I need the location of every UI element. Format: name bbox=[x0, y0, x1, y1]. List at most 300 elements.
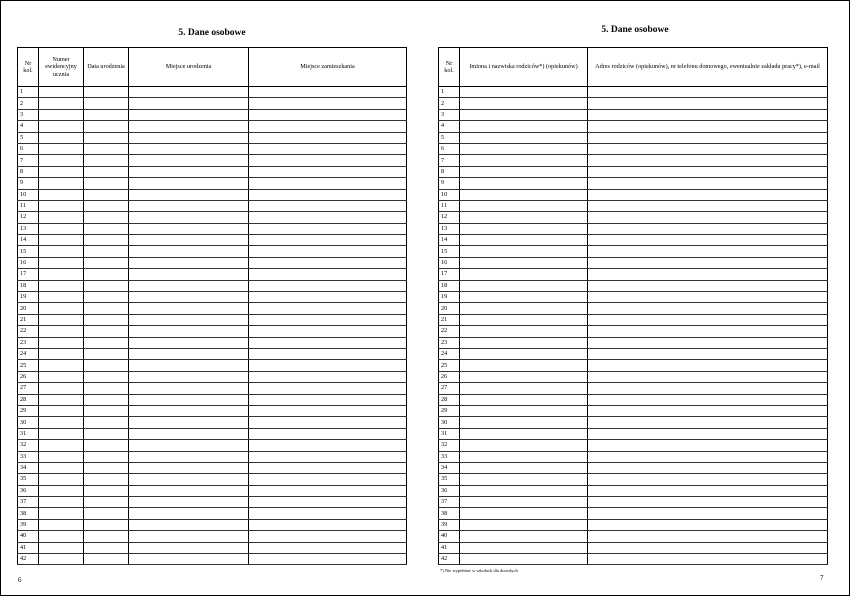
entry-cell[interactable] bbox=[588, 223, 828, 234]
entry-cell[interactable] bbox=[39, 269, 84, 280]
row-number: 23 bbox=[439, 337, 460, 348]
row-number: 36 bbox=[439, 485, 460, 496]
table-row bbox=[18, 405, 407, 416]
entry-cell[interactable] bbox=[129, 417, 249, 428]
entry-cell[interactable] bbox=[588, 348, 828, 359]
row-number: 3 bbox=[18, 109, 39, 120]
entry-cell[interactable] bbox=[588, 428, 828, 439]
entry-cell[interactable] bbox=[249, 178, 407, 189]
entry-cell[interactable] bbox=[84, 292, 129, 303]
entry-cell[interactable] bbox=[588, 542, 828, 553]
entry-cell[interactable] bbox=[84, 257, 129, 268]
entry-cell[interactable] bbox=[84, 371, 129, 382]
entry-cell[interactable] bbox=[39, 440, 84, 451]
entry-cell[interactable] bbox=[84, 212, 129, 223]
row-number: 20 bbox=[18, 303, 39, 314]
entry-cell[interactable] bbox=[588, 485, 828, 496]
entry-cell[interactable] bbox=[460, 428, 588, 439]
entry-cell[interactable] bbox=[39, 143, 84, 154]
row-number: 5 bbox=[439, 132, 460, 143]
entry-cell[interactable] bbox=[84, 178, 129, 189]
entry-cell[interactable] bbox=[249, 189, 407, 200]
entry-cell[interactable] bbox=[588, 497, 828, 508]
entry-cell[interactable] bbox=[249, 371, 407, 382]
table-row bbox=[18, 314, 407, 325]
entry-cell[interactable] bbox=[249, 235, 407, 246]
entry-cell[interactable] bbox=[249, 428, 407, 439]
entry-cell[interactable] bbox=[249, 485, 407, 496]
entry-cell[interactable] bbox=[588, 155, 828, 166]
entry-cell[interactable] bbox=[39, 485, 84, 496]
row-number: 42 bbox=[439, 554, 460, 565]
entry-cell[interactable] bbox=[84, 326, 129, 337]
entry-cell[interactable] bbox=[39, 166, 84, 177]
entry-cell[interactable] bbox=[249, 292, 407, 303]
entry-cell[interactable] bbox=[460, 132, 588, 143]
entry-cell[interactable] bbox=[588, 132, 828, 143]
entry-cell[interactable] bbox=[588, 405, 828, 416]
table-row bbox=[18, 132, 407, 143]
entry-cell[interactable] bbox=[588, 178, 828, 189]
table-row bbox=[18, 417, 407, 428]
entry-cell[interactable] bbox=[249, 417, 407, 428]
row-number: 28 bbox=[18, 394, 39, 405]
entry-cell[interactable] bbox=[129, 394, 249, 405]
entry-cell[interactable] bbox=[129, 383, 249, 394]
entry-cell[interactable] bbox=[129, 155, 249, 166]
entry-cell[interactable] bbox=[249, 462, 407, 473]
entry-cell[interactable] bbox=[84, 360, 129, 371]
entry-cell[interactable] bbox=[39, 394, 84, 405]
entry-cell[interactable] bbox=[129, 497, 249, 508]
entry-cell[interactable] bbox=[588, 462, 828, 473]
entry-cell[interactable] bbox=[129, 542, 249, 553]
entry-cell[interactable] bbox=[129, 360, 249, 371]
entry-cell[interactable] bbox=[129, 178, 249, 189]
entry-cell[interactable] bbox=[460, 98, 588, 109]
entry-cell[interactable] bbox=[460, 109, 588, 120]
entry-cell[interactable] bbox=[460, 166, 588, 177]
table-row bbox=[18, 143, 407, 154]
entry-cell[interactable] bbox=[84, 246, 129, 257]
entry-cell[interactable] bbox=[588, 200, 828, 211]
entry-cell[interactable] bbox=[84, 405, 129, 416]
entry-cell[interactable] bbox=[460, 257, 588, 268]
entry-cell[interactable] bbox=[588, 212, 828, 223]
entry-cell[interactable] bbox=[129, 440, 249, 451]
entry-cell[interactable] bbox=[39, 519, 84, 530]
header-imiona-nazwiska-rodzicow: Imiona i nazwiska rodziców*) (opiekunów) bbox=[460, 48, 588, 87]
entry-cell[interactable] bbox=[84, 269, 129, 280]
entry-cell[interactable] bbox=[249, 508, 407, 519]
table-row bbox=[439, 348, 828, 359]
entry-cell[interactable] bbox=[460, 542, 588, 553]
entry-cell[interactable] bbox=[249, 257, 407, 268]
table-row bbox=[439, 371, 828, 382]
entry-cell[interactable] bbox=[84, 235, 129, 246]
entry-cell[interactable] bbox=[39, 212, 84, 223]
entry-cell[interactable] bbox=[84, 223, 129, 234]
row-number: 20 bbox=[439, 303, 460, 314]
entry-cell[interactable] bbox=[129, 474, 249, 485]
entry-cell[interactable] bbox=[460, 554, 588, 565]
entry-cell[interactable] bbox=[249, 132, 407, 143]
entry-cell[interactable] bbox=[129, 121, 249, 132]
entry-cell[interactable] bbox=[129, 531, 249, 542]
entry-cell[interactable] bbox=[84, 474, 129, 485]
entry-cell[interactable] bbox=[249, 246, 407, 257]
entry-cell[interactable] bbox=[249, 519, 407, 530]
entry-cell[interactable] bbox=[39, 337, 84, 348]
entry-cell[interactable] bbox=[588, 417, 828, 428]
entry-cell[interactable] bbox=[588, 235, 828, 246]
entry-cell[interactable] bbox=[460, 143, 588, 154]
entry-cell[interactable] bbox=[249, 440, 407, 451]
entry-cell[interactable] bbox=[84, 440, 129, 451]
entry-cell[interactable] bbox=[84, 417, 129, 428]
entry-cell[interactable] bbox=[84, 109, 129, 120]
entry-cell[interactable] bbox=[460, 189, 588, 200]
entry-cell[interactable] bbox=[129, 292, 249, 303]
entry-cell[interactable] bbox=[460, 497, 588, 508]
entry-cell[interactable] bbox=[39, 428, 84, 439]
entry-cell[interactable] bbox=[39, 280, 84, 291]
entry-cell[interactable] bbox=[249, 360, 407, 371]
entry-cell[interactable] bbox=[129, 519, 249, 530]
entry-cell[interactable] bbox=[460, 519, 588, 530]
entry-cell[interactable] bbox=[39, 246, 84, 257]
entry-cell[interactable] bbox=[588, 189, 828, 200]
entry-cell[interactable] bbox=[460, 121, 588, 132]
entry-cell[interactable] bbox=[129, 280, 249, 291]
row-number: 34 bbox=[18, 462, 39, 473]
entry-cell[interactable] bbox=[249, 337, 407, 348]
table-row bbox=[439, 200, 828, 211]
entry-cell[interactable] bbox=[39, 292, 84, 303]
entry-cell[interactable] bbox=[129, 554, 249, 565]
row-number: 25 bbox=[439, 360, 460, 371]
entry-cell[interactable] bbox=[249, 121, 407, 132]
entry-cell[interactable] bbox=[129, 405, 249, 416]
entry-cell[interactable] bbox=[588, 257, 828, 268]
table-row bbox=[18, 257, 407, 268]
table-row bbox=[18, 292, 407, 303]
row-number: 9 bbox=[18, 178, 39, 189]
row-number: 16 bbox=[439, 257, 460, 268]
table-row bbox=[439, 109, 828, 120]
entry-cell[interactable] bbox=[460, 508, 588, 519]
entry-cell[interactable] bbox=[129, 200, 249, 211]
entry-cell[interactable] bbox=[39, 417, 84, 428]
entry-cell[interactable] bbox=[84, 132, 129, 143]
entry-cell[interactable] bbox=[588, 451, 828, 462]
entry-cell[interactable] bbox=[39, 531, 84, 542]
entry-cell[interactable] bbox=[460, 155, 588, 166]
entry-cell[interactable] bbox=[129, 189, 249, 200]
entry-cell[interactable] bbox=[588, 269, 828, 280]
entry-cell[interactable] bbox=[84, 155, 129, 166]
entry-cell[interactable] bbox=[129, 246, 249, 257]
entry-cell[interactable] bbox=[84, 200, 129, 211]
entry-cell[interactable] bbox=[84, 87, 129, 98]
entry-cell[interactable] bbox=[249, 280, 407, 291]
entry-cell[interactable] bbox=[84, 280, 129, 291]
entry-cell[interactable] bbox=[249, 531, 407, 542]
entry-cell[interactable] bbox=[39, 360, 84, 371]
entry-cell[interactable] bbox=[588, 519, 828, 530]
entry-cell[interactable] bbox=[249, 269, 407, 280]
entry-cell[interactable] bbox=[460, 246, 588, 257]
entry-cell[interactable] bbox=[249, 383, 407, 394]
entry-cell[interactable] bbox=[84, 348, 129, 359]
entry-cell[interactable] bbox=[460, 326, 588, 337]
entry-cell[interactable] bbox=[588, 371, 828, 382]
entry-cell[interactable] bbox=[129, 462, 249, 473]
entry-cell[interactable] bbox=[39, 200, 84, 211]
entry-cell[interactable] bbox=[39, 542, 84, 553]
entry-cell[interactable] bbox=[39, 98, 84, 109]
entry-cell[interactable] bbox=[460, 212, 588, 223]
entry-cell[interactable] bbox=[460, 292, 588, 303]
entry-cell[interactable] bbox=[588, 246, 828, 257]
entry-cell[interactable] bbox=[84, 497, 129, 508]
entry-cell[interactable] bbox=[39, 87, 84, 98]
table-row bbox=[439, 394, 828, 405]
entry-cell[interactable] bbox=[588, 280, 828, 291]
entry-cell[interactable] bbox=[249, 405, 407, 416]
entry-cell[interactable] bbox=[249, 212, 407, 223]
entry-cell[interactable] bbox=[588, 554, 828, 565]
entry-cell[interactable] bbox=[249, 223, 407, 234]
entry-cell[interactable] bbox=[249, 497, 407, 508]
entry-cell[interactable] bbox=[249, 166, 407, 177]
entry-cell[interactable] bbox=[39, 121, 84, 132]
entry-cell[interactable] bbox=[460, 417, 588, 428]
row-number: 25 bbox=[18, 360, 39, 371]
entry-cell[interactable] bbox=[84, 303, 129, 314]
entry-cell[interactable] bbox=[460, 371, 588, 382]
entry-cell[interactable] bbox=[39, 303, 84, 314]
row-number: 31 bbox=[439, 428, 460, 439]
entry-cell[interactable] bbox=[84, 542, 129, 553]
entry-cell[interactable] bbox=[129, 269, 249, 280]
entry-cell[interactable] bbox=[84, 394, 129, 405]
entry-cell[interactable] bbox=[39, 109, 84, 120]
entry-cell[interactable] bbox=[588, 440, 828, 451]
entry-cell[interactable] bbox=[129, 132, 249, 143]
entry-cell[interactable] bbox=[129, 223, 249, 234]
entry-cell[interactable] bbox=[588, 314, 828, 325]
entry-cell[interactable] bbox=[588, 166, 828, 177]
entry-cell[interactable] bbox=[460, 223, 588, 234]
entry-cell[interactable] bbox=[588, 383, 828, 394]
entry-cell[interactable] bbox=[588, 292, 828, 303]
row-number: 40 bbox=[439, 531, 460, 542]
entry-cell[interactable] bbox=[129, 166, 249, 177]
entry-cell[interactable] bbox=[249, 542, 407, 553]
entry-cell[interactable] bbox=[460, 383, 588, 394]
entry-cell[interactable] bbox=[39, 497, 84, 508]
table-row bbox=[439, 337, 828, 348]
entry-cell[interactable] bbox=[588, 143, 828, 154]
entry-cell[interactable] bbox=[588, 121, 828, 132]
entry-cell[interactable] bbox=[460, 314, 588, 325]
entry-cell[interactable] bbox=[588, 98, 828, 109]
entry-cell[interactable] bbox=[249, 451, 407, 462]
table-row bbox=[18, 235, 407, 246]
entry-cell[interactable] bbox=[249, 326, 407, 337]
entry-cell[interactable] bbox=[39, 508, 84, 519]
entry-cell[interactable] bbox=[129, 371, 249, 382]
table-row bbox=[18, 326, 407, 337]
entry-cell[interactable] bbox=[249, 348, 407, 359]
entry-cell[interactable] bbox=[249, 98, 407, 109]
row-number: 17 bbox=[18, 269, 39, 280]
entry-cell[interactable] bbox=[84, 98, 129, 109]
entry-cell[interactable] bbox=[249, 200, 407, 211]
entry-cell[interactable] bbox=[84, 531, 129, 542]
entry-cell[interactable] bbox=[588, 394, 828, 405]
entry-cell[interactable] bbox=[249, 474, 407, 485]
entry-cell[interactable] bbox=[39, 326, 84, 337]
entry-cell[interactable] bbox=[460, 360, 588, 371]
entry-cell[interactable] bbox=[39, 189, 84, 200]
entry-cell[interactable] bbox=[39, 314, 84, 325]
row-number: 10 bbox=[18, 189, 39, 200]
entry-cell[interactable] bbox=[84, 428, 129, 439]
entry-cell[interactable] bbox=[460, 337, 588, 348]
entry-cell[interactable] bbox=[460, 87, 588, 98]
table-row bbox=[18, 348, 407, 359]
entry-cell[interactable] bbox=[39, 383, 84, 394]
entry-cell[interactable] bbox=[460, 531, 588, 542]
entry-cell[interactable] bbox=[460, 303, 588, 314]
entry-cell[interactable] bbox=[129, 314, 249, 325]
table-row bbox=[439, 189, 828, 200]
table-row bbox=[18, 428, 407, 439]
entry-cell[interactable] bbox=[249, 143, 407, 154]
entry-cell[interactable] bbox=[249, 155, 407, 166]
entry-cell[interactable] bbox=[129, 348, 249, 359]
table-row bbox=[18, 98, 407, 109]
entry-cell[interactable] bbox=[460, 348, 588, 359]
entry-cell[interactable] bbox=[129, 508, 249, 519]
entry-cell[interactable] bbox=[588, 531, 828, 542]
entry-cell[interactable] bbox=[129, 485, 249, 496]
entry-cell[interactable] bbox=[460, 462, 588, 473]
entry-cell[interactable] bbox=[84, 314, 129, 325]
table-row bbox=[439, 519, 828, 530]
entry-cell[interactable] bbox=[129, 428, 249, 439]
entry-cell[interactable] bbox=[460, 235, 588, 246]
entry-cell[interactable] bbox=[39, 451, 84, 462]
entry-cell[interactable] bbox=[84, 383, 129, 394]
entry-cell[interactable] bbox=[39, 405, 84, 416]
entry-cell[interactable] bbox=[460, 474, 588, 485]
entry-cell[interactable] bbox=[249, 87, 407, 98]
entry-cell[interactable] bbox=[39, 132, 84, 143]
left-table-body bbox=[18, 87, 407, 565]
row-number: 2 bbox=[439, 98, 460, 109]
entry-cell[interactable] bbox=[588, 360, 828, 371]
left-personal-data-table bbox=[17, 47, 407, 565]
entry-cell[interactable] bbox=[84, 554, 129, 565]
table-row bbox=[18, 166, 407, 177]
entry-cell[interactable] bbox=[588, 474, 828, 485]
entry-cell[interactable] bbox=[249, 394, 407, 405]
entry-cell[interactable] bbox=[84, 189, 129, 200]
table-row bbox=[18, 451, 407, 462]
entry-cell[interactable] bbox=[39, 257, 84, 268]
entry-cell[interactable] bbox=[39, 235, 84, 246]
entry-cell[interactable] bbox=[84, 143, 129, 154]
entry-cell[interactable] bbox=[129, 326, 249, 337]
entry-cell[interactable] bbox=[460, 178, 588, 189]
entry-cell[interactable] bbox=[460, 451, 588, 462]
entry-cell[interactable] bbox=[129, 235, 249, 246]
entry-cell[interactable] bbox=[129, 87, 249, 98]
entry-cell[interactable] bbox=[129, 109, 249, 120]
entry-cell[interactable] bbox=[129, 257, 249, 268]
entry-cell[interactable] bbox=[84, 166, 129, 177]
entry-cell[interactable] bbox=[39, 462, 84, 473]
entry-cell[interactable] bbox=[129, 212, 249, 223]
table-row bbox=[439, 121, 828, 132]
entry-cell[interactable] bbox=[84, 337, 129, 348]
entry-cell[interactable] bbox=[84, 519, 129, 530]
entry-cell[interactable] bbox=[129, 451, 249, 462]
row-number: 26 bbox=[18, 371, 39, 382]
entry-cell[interactable] bbox=[39, 155, 84, 166]
entry-cell[interactable] bbox=[129, 337, 249, 348]
entry-cell[interactable] bbox=[39, 348, 84, 359]
entry-cell[interactable] bbox=[39, 223, 84, 234]
entry-cell[interactable] bbox=[84, 121, 129, 132]
entry-cell[interactable] bbox=[39, 371, 84, 382]
entry-cell[interactable] bbox=[129, 303, 249, 314]
entry-cell[interactable] bbox=[249, 314, 407, 325]
entry-cell[interactable] bbox=[460, 440, 588, 451]
entry-cell[interactable] bbox=[588, 87, 828, 98]
entry-cell[interactable] bbox=[588, 326, 828, 337]
entry-cell[interactable] bbox=[588, 337, 828, 348]
entry-cell[interactable] bbox=[84, 451, 129, 462]
entry-cell[interactable] bbox=[588, 109, 828, 120]
entry-cell[interactable] bbox=[249, 303, 407, 314]
entry-cell[interactable] bbox=[39, 554, 84, 565]
row-number: 7 bbox=[439, 155, 460, 166]
entry-cell[interactable] bbox=[129, 98, 249, 109]
entry-cell[interactable] bbox=[460, 405, 588, 416]
table-row bbox=[18, 394, 407, 405]
entry-cell[interactable] bbox=[460, 200, 588, 211]
entry-cell[interactable] bbox=[84, 485, 129, 496]
entry-cell[interactable] bbox=[460, 485, 588, 496]
entry-cell[interactable] bbox=[588, 303, 828, 314]
table-row bbox=[18, 87, 407, 98]
entry-cell[interactable] bbox=[460, 394, 588, 405]
entry-cell[interactable] bbox=[249, 554, 407, 565]
entry-cell[interactable] bbox=[460, 280, 588, 291]
entry-cell[interactable] bbox=[84, 462, 129, 473]
entry-cell[interactable] bbox=[84, 508, 129, 519]
entry-cell[interactable] bbox=[39, 178, 84, 189]
entry-cell[interactable] bbox=[39, 474, 84, 485]
entry-cell[interactable] bbox=[129, 143, 249, 154]
entry-cell[interactable] bbox=[249, 109, 407, 120]
entry-cell[interactable] bbox=[460, 269, 588, 280]
entry-cell[interactable] bbox=[588, 508, 828, 519]
